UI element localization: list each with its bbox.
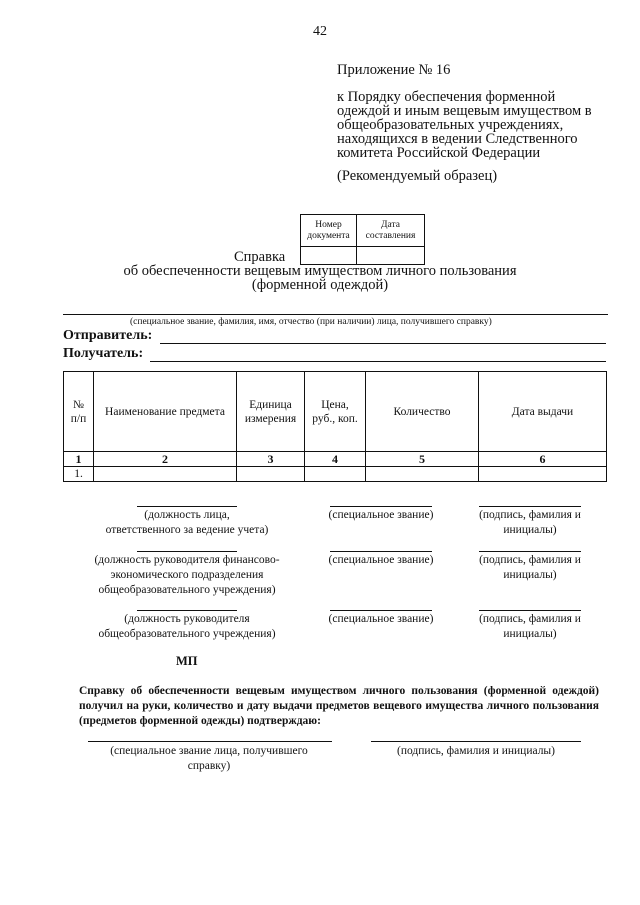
appendix-line: к Порядку обеспечения форменной [337,89,556,105]
appendix-line: комитета Российской Федерации [337,145,541,161]
document-number-date-box [300,214,425,265]
final-line-signature[interactable] [371,741,581,742]
table-cell-issue-date[interactable] [479,467,607,482]
caption-line: инициалы) [503,628,557,640]
caption-line: (подпись, фамилия и [479,613,581,625]
caption-line: экономического подразделения [110,569,264,581]
confirmation-text: Справку об обеспеченности вещевым имуществом личного пользования (форменной одеждой) получил на руки, количество и дату выдачи предметов вещевого имущества личного пользования (предметов форменной одежды) подтверждаю: [79,685,599,727]
items-table [63,371,607,482]
signature-line-signature[interactable] [479,551,581,552]
column-header-price [305,372,366,452]
doc-number-header-line: Номер [315,219,342,230]
subtitle-line: об обеспеченности вещевым имуществом личного пользования [123,263,517,279]
doc-number-header-line: документа [307,230,350,241]
caption-line: (должность руководителя [124,613,250,625]
signature-caption-position [70,553,304,598]
appendix-line: одеждой и иным вещевым имуществом в [337,103,592,119]
caption-line: ответственного за ведение учета) [105,524,269,536]
column-number: 1 [64,452,94,467]
sender-line[interactable] [160,343,606,344]
column-number: 6 [479,452,607,467]
receiver-label: Получатель: [63,346,144,361]
table-header-row [64,372,607,452]
table-row [64,467,607,482]
table-cell-unit[interactable] [237,467,305,482]
signature-caption-signature [463,508,597,538]
header-line: Дата выдачи [511,405,574,418]
caption-line: справку) [187,760,231,772]
document-title: Справка [234,249,286,265]
caption-line: (специальное звание лица, получившего [110,745,308,757]
column-header-number [64,372,94,452]
caption-line: (подпись, фамилия и [479,554,581,566]
header-line: п/п [70,412,87,425]
signature-caption-signature [463,553,597,583]
table-cell-quantity[interactable] [366,467,479,482]
appendix-text [337,90,612,160]
header-line: Количество [393,405,451,418]
column-header-quantity [366,372,479,452]
column-header-item-name [94,372,237,452]
final-caption-signature: (подпись, фамилия и инициалы) [396,745,555,757]
column-number: 5 [366,452,479,467]
signature-caption-position [70,508,304,538]
table-cell-number: 1. [64,467,94,482]
signature-caption-rank: (специальное звание) [328,554,434,566]
signature-line-signature[interactable] [479,506,581,507]
signature-caption-signature [463,612,597,642]
signature-line-position[interactable] [137,610,237,611]
doc-number-header [301,215,357,247]
caption-line: инициалы) [503,524,557,536]
table-cell-price[interactable] [305,467,366,482]
doc-date-field[interactable] [357,247,425,265]
column-number-row [64,452,607,467]
doc-date-header-line: составления [365,230,416,241]
caption-line: общеобразовательного учреждения) [98,584,276,596]
document-subtitle [0,264,640,292]
final-line-rank[interactable] [88,741,332,742]
receiver-line[interactable] [150,361,606,362]
header-line: Наименование предмета [105,405,225,418]
caption-line: общеобразовательного учреждения) [98,628,276,640]
recipient-line[interactable] [63,314,608,315]
signature-line-rank[interactable] [330,506,432,507]
signature-caption-rank: (специальное звание) [328,613,434,625]
caption-line: (должность руководителя финансово- [94,554,280,566]
recipient-caption: (специальное звание, фамилия, имя, отчество (при наличии) лица, получившего справку) [130,317,492,327]
signature-caption-position [70,612,304,642]
signature-line-position[interactable] [137,506,237,507]
caption-line: (должность лица, [144,509,230,521]
final-caption-rank [82,744,336,774]
doc-number-field[interactable] [301,247,357,265]
column-number: 3 [237,452,305,467]
signature-line-signature[interactable] [479,610,581,611]
appendix-line: находящихся в ведении Следственного [337,131,578,147]
column-number: 2 [94,452,237,467]
header-line: Единица [249,398,292,411]
signature-line-rank[interactable] [330,610,432,611]
table-cell-item-name[interactable] [94,467,237,482]
column-header-issue-date [479,372,607,452]
doc-date-header [357,215,425,247]
caption-line: (подпись, фамилия и [479,509,581,521]
signature-caption-rank: (специальное звание) [328,509,434,521]
recommended-sample-note: (Рекомендуемый образец) [337,168,498,184]
page-number: 42 [313,24,327,39]
header-line: руб., коп. [312,412,358,425]
appendix-line: общеобразовательных учреждениях, [337,117,564,133]
doc-date-header-line: Дата [381,219,400,230]
header-line: измерения [244,412,297,425]
signature-line-rank[interactable] [330,551,432,552]
subtitle-line: (форменной одеждой) [251,277,389,293]
signature-line-position[interactable] [137,551,237,552]
appendix-title: Приложение № 16 [337,62,451,78]
header-line: № [73,398,84,411]
sender-label: Отправитель: [63,328,153,343]
stamp-place-label: МП [176,654,198,668]
column-number: 4 [305,452,366,467]
header-line: Цена, [321,398,349,411]
column-header-unit [237,372,305,452]
caption-line: инициалы) [503,569,557,581]
